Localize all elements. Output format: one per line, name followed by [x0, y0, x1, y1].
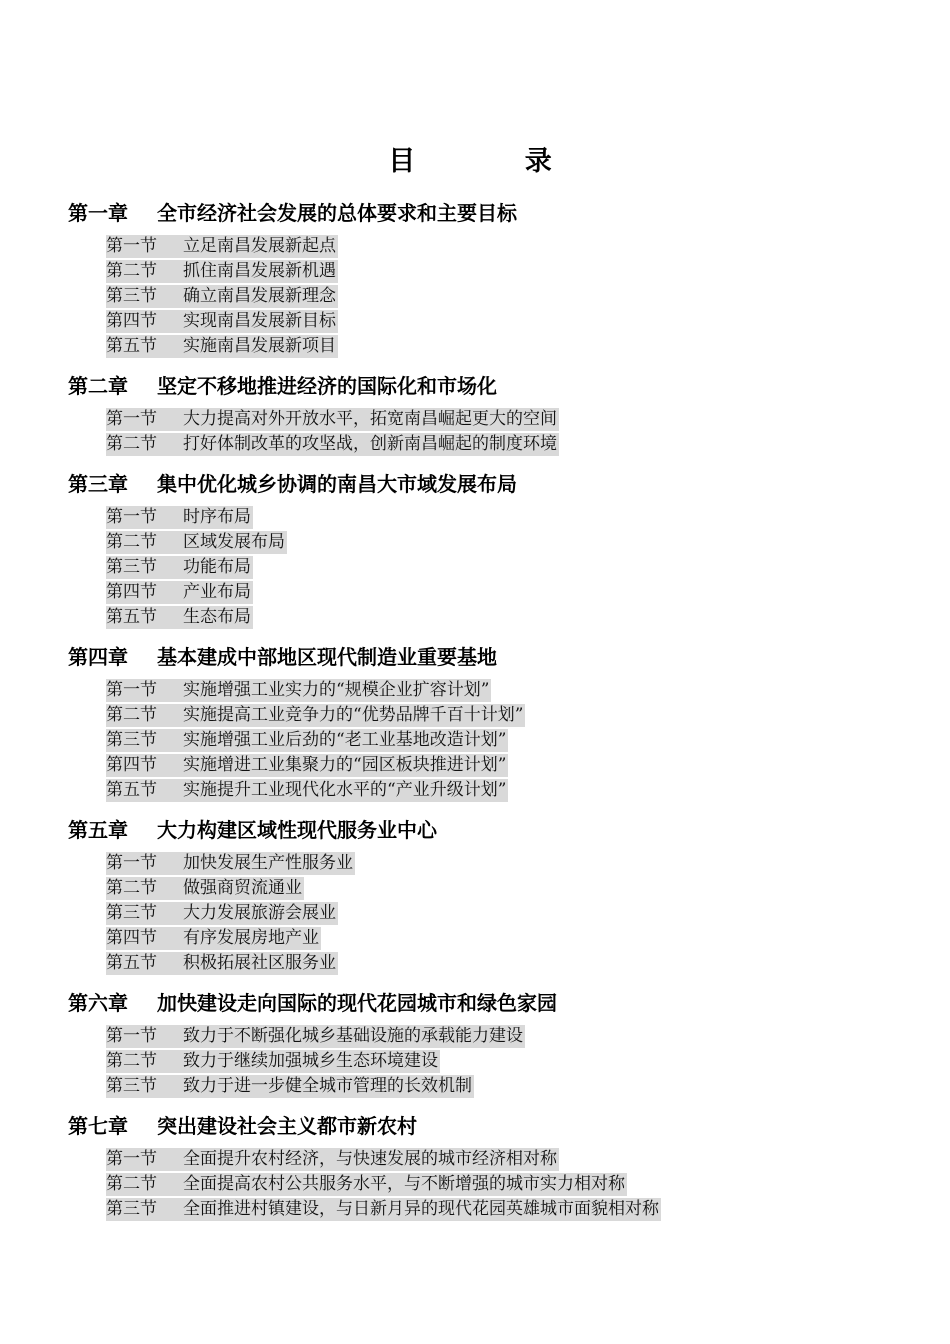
section-link[interactable]	[106, 877, 304, 900]
section-item[interactable]	[106, 926, 928, 951]
section-link[interactable]	[106, 408, 559, 431]
section-item[interactable]	[106, 334, 928, 359]
section-title: 确立南昌发展新理念	[183, 286, 336, 306]
section-number: 第二节	[106, 1051, 157, 1071]
section-item[interactable]	[106, 1172, 928, 1197]
section-item[interactable]	[106, 432, 928, 457]
section-number: 第一节	[106, 1149, 157, 1169]
section-link[interactable]	[106, 927, 321, 950]
section-list	[106, 1024, 928, 1109]
section-item[interactable]	[106, 605, 928, 630]
section-title: 做强商贸流通业	[183, 878, 302, 898]
section-item[interactable]	[106, 1197, 928, 1222]
section-list	[106, 407, 928, 467]
section-title: 全面提高农村公共服务水平，与不断增强的城市实力相对称	[183, 1174, 625, 1194]
section-title: 抓住南昌发展新机遇	[183, 261, 336, 281]
chapter-1	[68, 196, 928, 369]
section-number: 第五节	[106, 336, 157, 356]
section-link[interactable]	[106, 506, 253, 529]
section-title: 时序布局	[183, 507, 251, 527]
chapter-5	[68, 813, 928, 986]
chapter-heading[interactable]	[68, 369, 928, 403]
chapter-title-text: 加快建设走向国际的现代花园城市和绿色家园	[157, 991, 557, 1015]
section-item[interactable]	[106, 703, 928, 728]
chapter-heading[interactable]	[68, 813, 928, 847]
section-link[interactable]	[106, 1075, 474, 1098]
section-link[interactable]	[106, 335, 338, 358]
section-title: 功能布局	[183, 557, 251, 577]
section-item[interactable]	[106, 1147, 928, 1172]
section-title: 实施南昌发展新项目	[183, 336, 336, 356]
section-item[interactable]	[106, 234, 928, 259]
section-link[interactable]	[106, 531, 287, 554]
section-link[interactable]	[106, 1173, 627, 1196]
section-title: 大力发展旅游会展业	[183, 903, 336, 923]
section-link[interactable]	[106, 433, 559, 456]
section-number: 第一节	[106, 680, 157, 700]
chapter-title-text: 全市经济社会发展的总体要求和主要目标	[157, 201, 517, 225]
section-number: 第四节	[106, 755, 157, 775]
section-number: 第二节	[106, 705, 157, 725]
section-item[interactable]	[106, 951, 928, 976]
section-title: 实施提高工业竞争力的“优势品牌千百十计划”	[183, 705, 524, 725]
table-of-contents	[68, 196, 928, 1232]
section-number: 第二节	[106, 532, 157, 552]
section-item[interactable]	[106, 259, 928, 284]
chapter-heading[interactable]	[68, 1109, 928, 1143]
section-link[interactable]	[106, 1198, 661, 1221]
section-number: 第三节	[106, 286, 157, 306]
section-link[interactable]	[106, 952, 338, 975]
section-number: 第一节	[106, 409, 157, 429]
section-item[interactable]	[106, 555, 928, 580]
section-link[interactable]	[106, 902, 338, 925]
section-number: 第四节	[106, 311, 157, 331]
chapter-6	[68, 986, 928, 1109]
chapter-heading[interactable]	[68, 640, 928, 674]
section-link[interactable]	[106, 852, 355, 875]
section-number: 第五节	[106, 953, 157, 973]
section-list	[106, 505, 928, 640]
section-title: 打好体制改革的攻坚战，创新南昌崛起的制度环境	[183, 434, 557, 454]
chapter-3	[68, 467, 928, 640]
section-item[interactable]	[106, 530, 928, 555]
chapter-number: 第二章	[68, 374, 128, 398]
section-link[interactable]	[106, 754, 508, 777]
section-item[interactable]	[106, 1024, 928, 1049]
section-title: 实施增强工业后劲的“老工业基地改造计划”	[183, 730, 507, 750]
section-title: 有序发展房地产业	[183, 928, 319, 948]
section-item[interactable]	[106, 505, 928, 530]
section-number: 第四节	[106, 928, 157, 948]
section-number: 第四节	[106, 582, 157, 602]
section-title: 致力于不断强化城乡基础设施的承载能力建设	[183, 1026, 523, 1046]
chapter-4	[68, 640, 928, 813]
section-item[interactable]	[106, 309, 928, 334]
section-item[interactable]	[106, 580, 928, 605]
section-title: 全面推进村镇建设，与日新月异的现代花园英雄城市面貌相对称	[183, 1199, 659, 1219]
section-number: 第三节	[106, 1199, 157, 1219]
section-number: 第一节	[106, 507, 157, 527]
section-item[interactable]	[106, 284, 928, 309]
section-item[interactable]	[106, 1074, 928, 1099]
section-number: 第三节	[106, 903, 157, 923]
section-number: 第五节	[106, 607, 157, 627]
toc-title: 目 录	[388, 146, 602, 177]
section-link[interactable]	[106, 704, 525, 727]
section-title: 实施增进工业集聚力的“园区板块推进计划”	[183, 755, 507, 775]
section-item[interactable]	[106, 728, 928, 753]
section-link[interactable]	[106, 310, 338, 333]
section-title: 全面提升农村经济，与快速发展的城市经济相对称	[183, 1149, 557, 1169]
section-title: 实施提升工业现代化水平的“产业升级计划”	[183, 780, 507, 800]
section-number: 第一节	[106, 1026, 157, 1046]
section-link[interactable]	[106, 1148, 559, 1171]
chapter-title-text: 突出建设社会主义都市新农村	[157, 1114, 417, 1138]
section-number: 第三节	[106, 730, 157, 750]
section-link[interactable]	[106, 1050, 440, 1073]
section-list	[106, 1147, 928, 1232]
section-number: 第二节	[106, 434, 157, 454]
section-item[interactable]	[106, 901, 928, 926]
section-item[interactable]	[106, 407, 928, 432]
chapter-title-text: 集中优化城乡协调的南昌大市域发展布局	[157, 472, 517, 496]
section-item[interactable]	[106, 678, 928, 703]
section-title: 区域发展布局	[183, 532, 285, 552]
section-link[interactable]	[106, 235, 338, 258]
section-link[interactable]	[106, 260, 338, 283]
section-link[interactable]	[106, 779, 508, 802]
chapter-title-text: 坚定不移地推进经济的国际化和市场化	[157, 374, 497, 398]
section-list	[106, 851, 928, 986]
section-item[interactable]	[106, 753, 928, 778]
section-link[interactable]	[106, 285, 338, 308]
section-title: 致力于进一步健全城市管理的长效机制	[183, 1076, 472, 1096]
chapter-2	[68, 369, 928, 467]
section-title: 产业布局	[183, 582, 251, 602]
chapter-heading[interactable]	[68, 467, 928, 501]
section-number: 第三节	[106, 1076, 157, 1096]
section-title: 大力提高对外开放水平，拓宽南昌崛起更大的空间	[183, 409, 557, 429]
section-title: 加快发展生产性服务业	[183, 853, 353, 873]
chapter-heading[interactable]	[68, 196, 928, 230]
section-link[interactable]	[106, 679, 491, 702]
section-number: 第二节	[106, 878, 157, 898]
section-link[interactable]	[106, 581, 253, 604]
chapter-7	[68, 1109, 928, 1232]
section-title: 实现南昌发展新目标	[183, 311, 336, 331]
chapter-number: 第七章	[68, 1114, 128, 1138]
section-list	[106, 678, 928, 813]
chapter-title-text: 大力构建区域性现代服务业中心	[157, 818, 437, 842]
section-number: 第五节	[106, 780, 157, 800]
section-title: 致力于继续加强城乡生态环境建设	[183, 1051, 438, 1071]
section-link[interactable]	[106, 1025, 525, 1048]
chapter-title-text: 基本建成中部地区现代制造业重要基地	[157, 645, 497, 669]
section-link[interactable]	[106, 729, 508, 752]
section-number: 第二节	[106, 261, 157, 281]
section-number: 第二节	[106, 1174, 157, 1194]
chapter-heading[interactable]	[68, 986, 928, 1020]
section-title: 立足南昌发展新起点	[183, 236, 336, 256]
section-number: 第一节	[106, 853, 157, 873]
section-link[interactable]	[106, 606, 253, 629]
section-item[interactable]	[106, 876, 928, 901]
section-link[interactable]	[106, 556, 253, 579]
section-number: 第三节	[106, 557, 157, 577]
section-title: 积极拓展社区服务业	[183, 953, 336, 973]
section-item[interactable]	[106, 851, 928, 876]
chapter-number: 第一章	[68, 201, 128, 225]
section-list	[106, 234, 928, 369]
section-title: 实施增强工业实力的“规模企业扩容计划”	[183, 680, 490, 700]
chapter-number: 第四章	[68, 645, 128, 669]
section-item[interactable]	[106, 1049, 928, 1074]
section-item[interactable]	[106, 778, 928, 803]
section-title: 生态布局	[183, 607, 251, 627]
section-number: 第一节	[106, 236, 157, 256]
chapter-number: 第三章	[68, 472, 128, 496]
chapter-number: 第五章	[68, 818, 128, 842]
chapter-number: 第六章	[68, 991, 128, 1015]
